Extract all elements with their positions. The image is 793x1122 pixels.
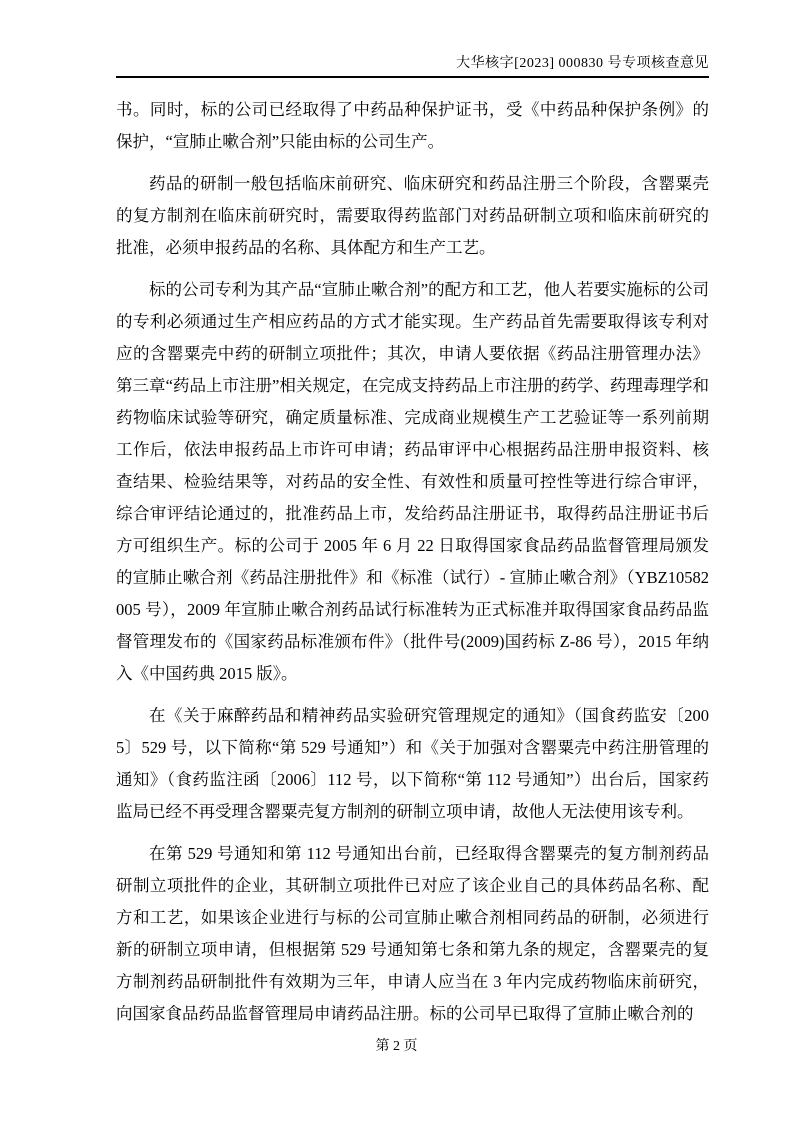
header-reference: 大华核字[2023] 000830 号专项核查意见 (456, 56, 709, 71)
page-footer (0, 1038, 793, 1056)
paragraph: 在《关于麻醉药品和精神药品实验研究管理规定的通知》（国食药监安〔2005〕529 号，以下简称“第 529 号通知”）和《关于加强对含罂粟壳中药注册管理的通知》（食药监注函〔2006〕112 号，以下简称“第 112 号通知”）出台后，国家药监局已经不再受理含罂粟壳复方制剂的研制立项申请，故他人无法使用该专利。 (116, 706, 709, 821)
page-header (116, 56, 709, 72)
document-body (116, 94, 709, 1040)
header-rule (116, 76, 709, 78)
paragraph: 药品的研制一般包括临床前研究、临床研究和药品注册三个阶段，含罂粟壳的复方制剂在临床前研究时，需要取得药监部门对药品研制立项和临床前研究的批准，必须申报药品的名称、具体配方和生产工艺。 (116, 174, 709, 257)
paragraph: 标的公司专利为其产品“宣肺止嗽合剂”的配方和工艺，他人若要实施标的公司的专利必须通过生产相应药品的方式才能实现。生产药品首先需要取得该专利对应的含罂粟壳中药的研制立项批件；其次，申请人要依据《药品注册管理办法》第三章“药品上市注册”相关规定，在完成支持药品上市注册的药学、药理毒理学和药物临床试验等研究，确定质量标准、完成商业规模生产工艺验证等一系列前期工作后，依法申报药品上市许可申请；药品审评中心根据药品注册申报资料、核查结果、检验结果等，对药品的安全性、有效性和质量可控性等进行综合审评，综合审评结论通过的，批准药品上市，发给药品注册证书，取得药品注册证书后方可组织生产。标的公司于 2005 年 6 月 22 日取得国家食品药品监督管理局颁发的宣肺止嗽合剂《药品注册批件》和《标准（试行）- 宣肺止嗽合剂》（YBZ10582005 号），2009 年宣肺止嗽合剂药品试行标准转为正式标准并取得国家食品药品监督管理发布的《国家药品标准颁布件》（批件号(2009)国药标 Z-86 号），2015 年纳入《中国药典 2015 版》。 (116, 280, 709, 683)
paragraph: 在第 529 号通知和第 112 号通知出台前，已经取得含罂粟壳的复方制剂药品研制立项批件的企业，其研制立项批件已对应了该企业自己的具体药品名称、配方和工艺，如果该企业进行与标的公司宣肺止嗽合剂相同药品的研制，必须进行新的研制立项申请，但根据第 529 号通知第七条和第九条的规定，含罂粟壳的复方制剂药品研制批件有效期为三年，申请人应当在 3 年内完成药物临床前研究，向国家食品药品监督管理局申请药品注册。标的公司早已取得了宣肺止嗽合剂的 (116, 844, 709, 1023)
paragraph: 书。同时，标的公司已经取得了中药品种保护证书，受《中药品种保护条例》的保护，“宣肺止嗽合剂”只能由标的公司生产。 (116, 100, 709, 151)
page-number: 第 2 页 (375, 1039, 418, 1054)
